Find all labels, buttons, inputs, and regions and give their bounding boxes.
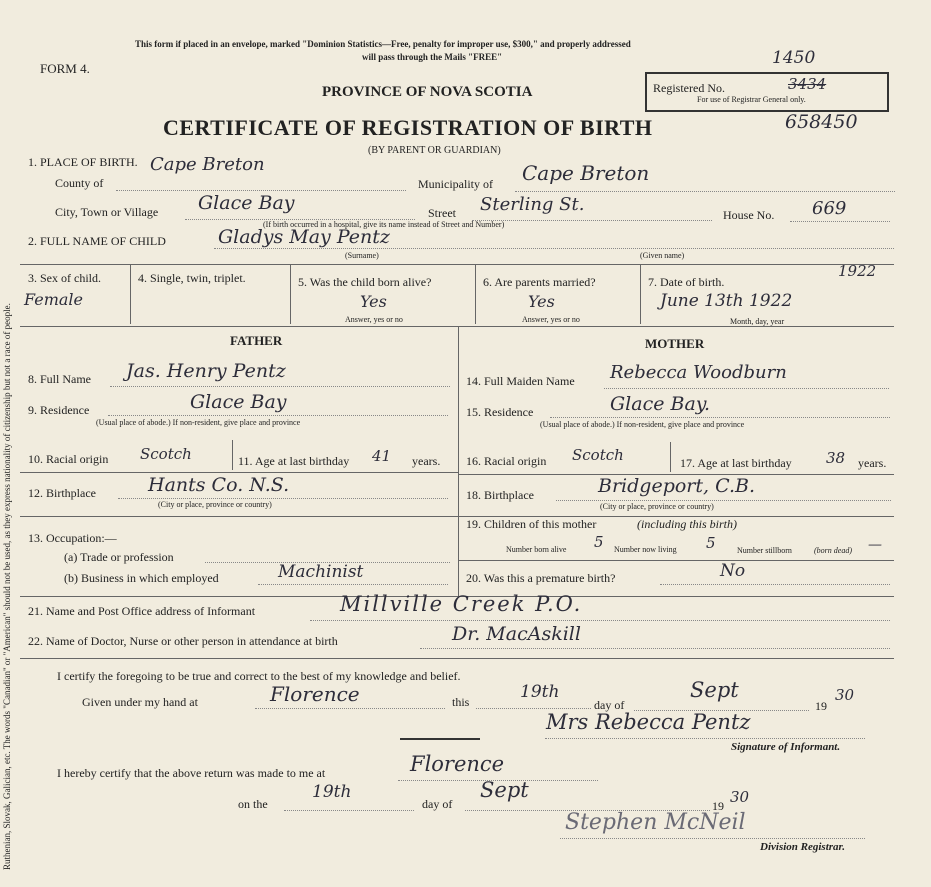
date-of-birth-note: Month, day, year <box>730 317 785 326</box>
municipality-label: Municipality of <box>418 177 493 191</box>
side-note-text: Ruthenian, Slovak, Galician, etc. The words "Canadian" or "American" should not be used, as they express nationality of citizenship but not a race of people. <box>2 303 12 870</box>
certify-month-hw: Sept <box>690 678 739 702</box>
single-twin-label: 4. Single, twin, triplet. <box>138 271 246 285</box>
certify-place-hw: Florence <box>270 682 360 706</box>
father-years: years. <box>412 454 441 468</box>
parents-married-note: Answer, yes or no <box>522 315 580 324</box>
mother-birthplace-hw: Bridgeport, C.B. <box>598 475 755 497</box>
document-number-hw: 658450 <box>785 111 858 133</box>
registrar-place-hw: Florence <box>410 752 505 776</box>
postal-note: This form if placed in an envelope, marked "Dominion Statistics—Free, penalty for improper use, $300," and properly addressed <box>135 39 631 49</box>
mother-racial-hw: Scotch <box>572 446 624 464</box>
registrar-day-hw: 19th <box>312 782 352 802</box>
born-alive-count-hw: 5 <box>594 533 604 551</box>
registrar-month-hw: Sept <box>480 778 529 802</box>
province-heading: PROVINCE OF NOVA SCOTIA <box>322 84 533 100</box>
place-of-birth-hw: Cape Breton <box>150 154 265 175</box>
municipality-hw: Cape Breton <box>522 161 650 185</box>
certify-this-label: this <box>452 695 470 709</box>
father-birthplace-hw: Hants Co. N.S. <box>148 474 290 496</box>
informant-label: 21. Name and Post Office address of Informant <box>28 604 256 618</box>
hospital-note: (If birth occurred in a hospital, give its name instead of Street and Number) <box>263 220 505 229</box>
mother-years: years. <box>858 456 887 470</box>
father-residence-hw: Glace Bay <box>190 391 287 413</box>
registered-hw-top: 1450 <box>772 48 816 68</box>
registrar-note: For use of Registrar General only. <box>697 95 806 104</box>
street-hw: Sterling St. <box>480 194 585 215</box>
certify-dayof-label: day of <box>594 698 625 712</box>
father-age-hw: 41 <box>372 447 392 465</box>
registrar-year-hw: 30 <box>730 788 750 806</box>
house-number-label: House No. <box>723 208 775 222</box>
children-label: 19. Children of this mother <box>466 517 597 531</box>
side-margin-note <box>2 0 16 887</box>
born-alive-label: 5. Was the child born alive? <box>298 275 432 289</box>
street-label: Street <box>428 206 456 220</box>
date-of-birth-hw: June 13th 1922 <box>660 291 793 311</box>
father-heading: FATHER <box>230 333 283 348</box>
father-birthplace-note: (City or place, province or country) <box>158 500 272 509</box>
certify-year-prefix: 19 <box>815 699 827 713</box>
given-under-label: Given under my hand at <box>82 695 198 709</box>
father-racial-label: 10. Racial origin <box>28 452 109 466</box>
sex-hw: Female <box>24 290 83 309</box>
house-number-hw: 669 <box>812 198 847 219</box>
now-living-label: Number now living <box>614 545 677 554</box>
father-racial-hw: Scotch <box>140 445 192 463</box>
father-residence-note: (Usual place of abode.) If non-resident, give place and province <box>96 418 301 427</box>
business-label: (b) Business in which employed <box>64 571 219 585</box>
occupation-label: 13. Occupation:— <box>28 531 117 545</box>
mother-maiden-hw: Rebecca Woodburn <box>610 362 787 383</box>
given-name-note: (Given name) <box>640 251 685 260</box>
mother-birthplace-label: 18. Birthplace <box>466 488 534 502</box>
now-living-hw: 5 <box>706 534 716 552</box>
page-title: CERTIFICATE OF REGISTRATION OF BIRTH <box>163 115 653 140</box>
mother-racial-label: 16. Racial origin <box>466 454 547 468</box>
parents-married-hw: Yes <box>528 292 555 311</box>
informant-signature-caption: Signature of Informant. <box>731 741 841 753</box>
doctor-label: 22. Name of Doctor, Nurse or other person in attendance at birth <box>28 634 338 648</box>
informant-hw: Millville Creek P.O. <box>340 592 583 616</box>
born-alive-hw: Yes <box>360 292 387 311</box>
mother-residence-label: 15. Residence <box>466 405 534 419</box>
stillborn-label: Number stillborn <box>737 546 792 555</box>
registrar-statement: I hereby certify that the above return was made to me at <box>57 766 326 780</box>
child-name-hw: Gladys May Pentz <box>218 226 390 248</box>
postal-note-2: will pass through the Mails "FREE" <box>362 52 503 62</box>
doctor-hw: Dr. MacAskill <box>452 623 581 645</box>
mother-heading: MOTHER <box>645 336 705 351</box>
stillborn-note: (born dead) <box>814 546 852 555</box>
registrar-dayof-label: day of <box>422 797 453 811</box>
registered-number-hw: 3434 <box>788 75 827 93</box>
child-name-label: 2. FULL NAME OF CHILD <box>28 234 166 248</box>
father-name-label: 8. Full Name <box>28 372 91 386</box>
certify-statement: I certify the foregoing to be true and correct to the best of my knowledge and belief. <box>57 669 461 683</box>
father-birthplace-label: 12. Birthplace <box>28 486 96 500</box>
registrar-signature-hw: Stephen McNeil <box>565 810 746 835</box>
trade-label: (a) Trade or profession <box>64 550 174 564</box>
premature-hw: No <box>720 561 746 581</box>
division-registrar-caption: Division Registrar. <box>760 841 845 853</box>
registered-label: Registered No. <box>653 81 725 95</box>
sex-label: 3. Sex of child. <box>28 271 101 285</box>
certify-day-hw: 19th <box>520 682 560 702</box>
children-sub: (including this birth) <box>637 517 737 531</box>
page-subtitle: (BY PARENT OR GUARDIAN) <box>368 145 501 156</box>
born-alive-count-label: Number born alive <box>506 545 567 554</box>
form-number: FORM 4. <box>40 61 90 76</box>
born-alive-note: Answer, yes or no <box>345 315 403 324</box>
premature-label: 20. Was this a premature birth? <box>466 571 616 585</box>
city-hw: Glace Bay <box>198 192 295 214</box>
informant-signature-hw: Mrs Rebecca Pentz <box>546 710 751 734</box>
mother-residence-hw: Glace Bay. <box>610 393 711 415</box>
father-age-label: 11. Age at last birthday <box>238 454 350 468</box>
mother-age-hw: 38 <box>826 449 846 467</box>
father-name-hw: Jas. Henry Pentz <box>126 360 286 382</box>
date-of-birth-label: 7. Date of birth. <box>648 275 725 289</box>
father-residence-label: 9. Residence <box>28 403 90 417</box>
mother-maiden-label: 14. Full Maiden Name <box>466 374 575 388</box>
parents-married-label: 6. Are parents married? <box>483 275 596 289</box>
mother-age-label: 17. Age at last birthday <box>680 456 792 470</box>
city-label: City, Town or Village <box>55 205 159 219</box>
county-label: County of <box>55 176 104 190</box>
place-of-birth-label: 1. PLACE OF BIRTH. <box>28 155 138 169</box>
business-hw: Machinist <box>278 562 364 582</box>
birth-year-hw: 1922 <box>838 262 877 280</box>
surname-note: (Surname) <box>345 251 379 260</box>
mother-birthplace-note: (City or place, province or country) <box>600 502 714 511</box>
stillborn-hw: — <box>868 537 882 553</box>
registrar-on-label: on the <box>238 797 268 811</box>
registrar-year-prefix: 19 <box>712 799 724 813</box>
certify-year-hw: 30 <box>835 686 855 704</box>
mother-residence-note: (Usual place of abode.) If non-resident, give place and province <box>540 420 745 429</box>
